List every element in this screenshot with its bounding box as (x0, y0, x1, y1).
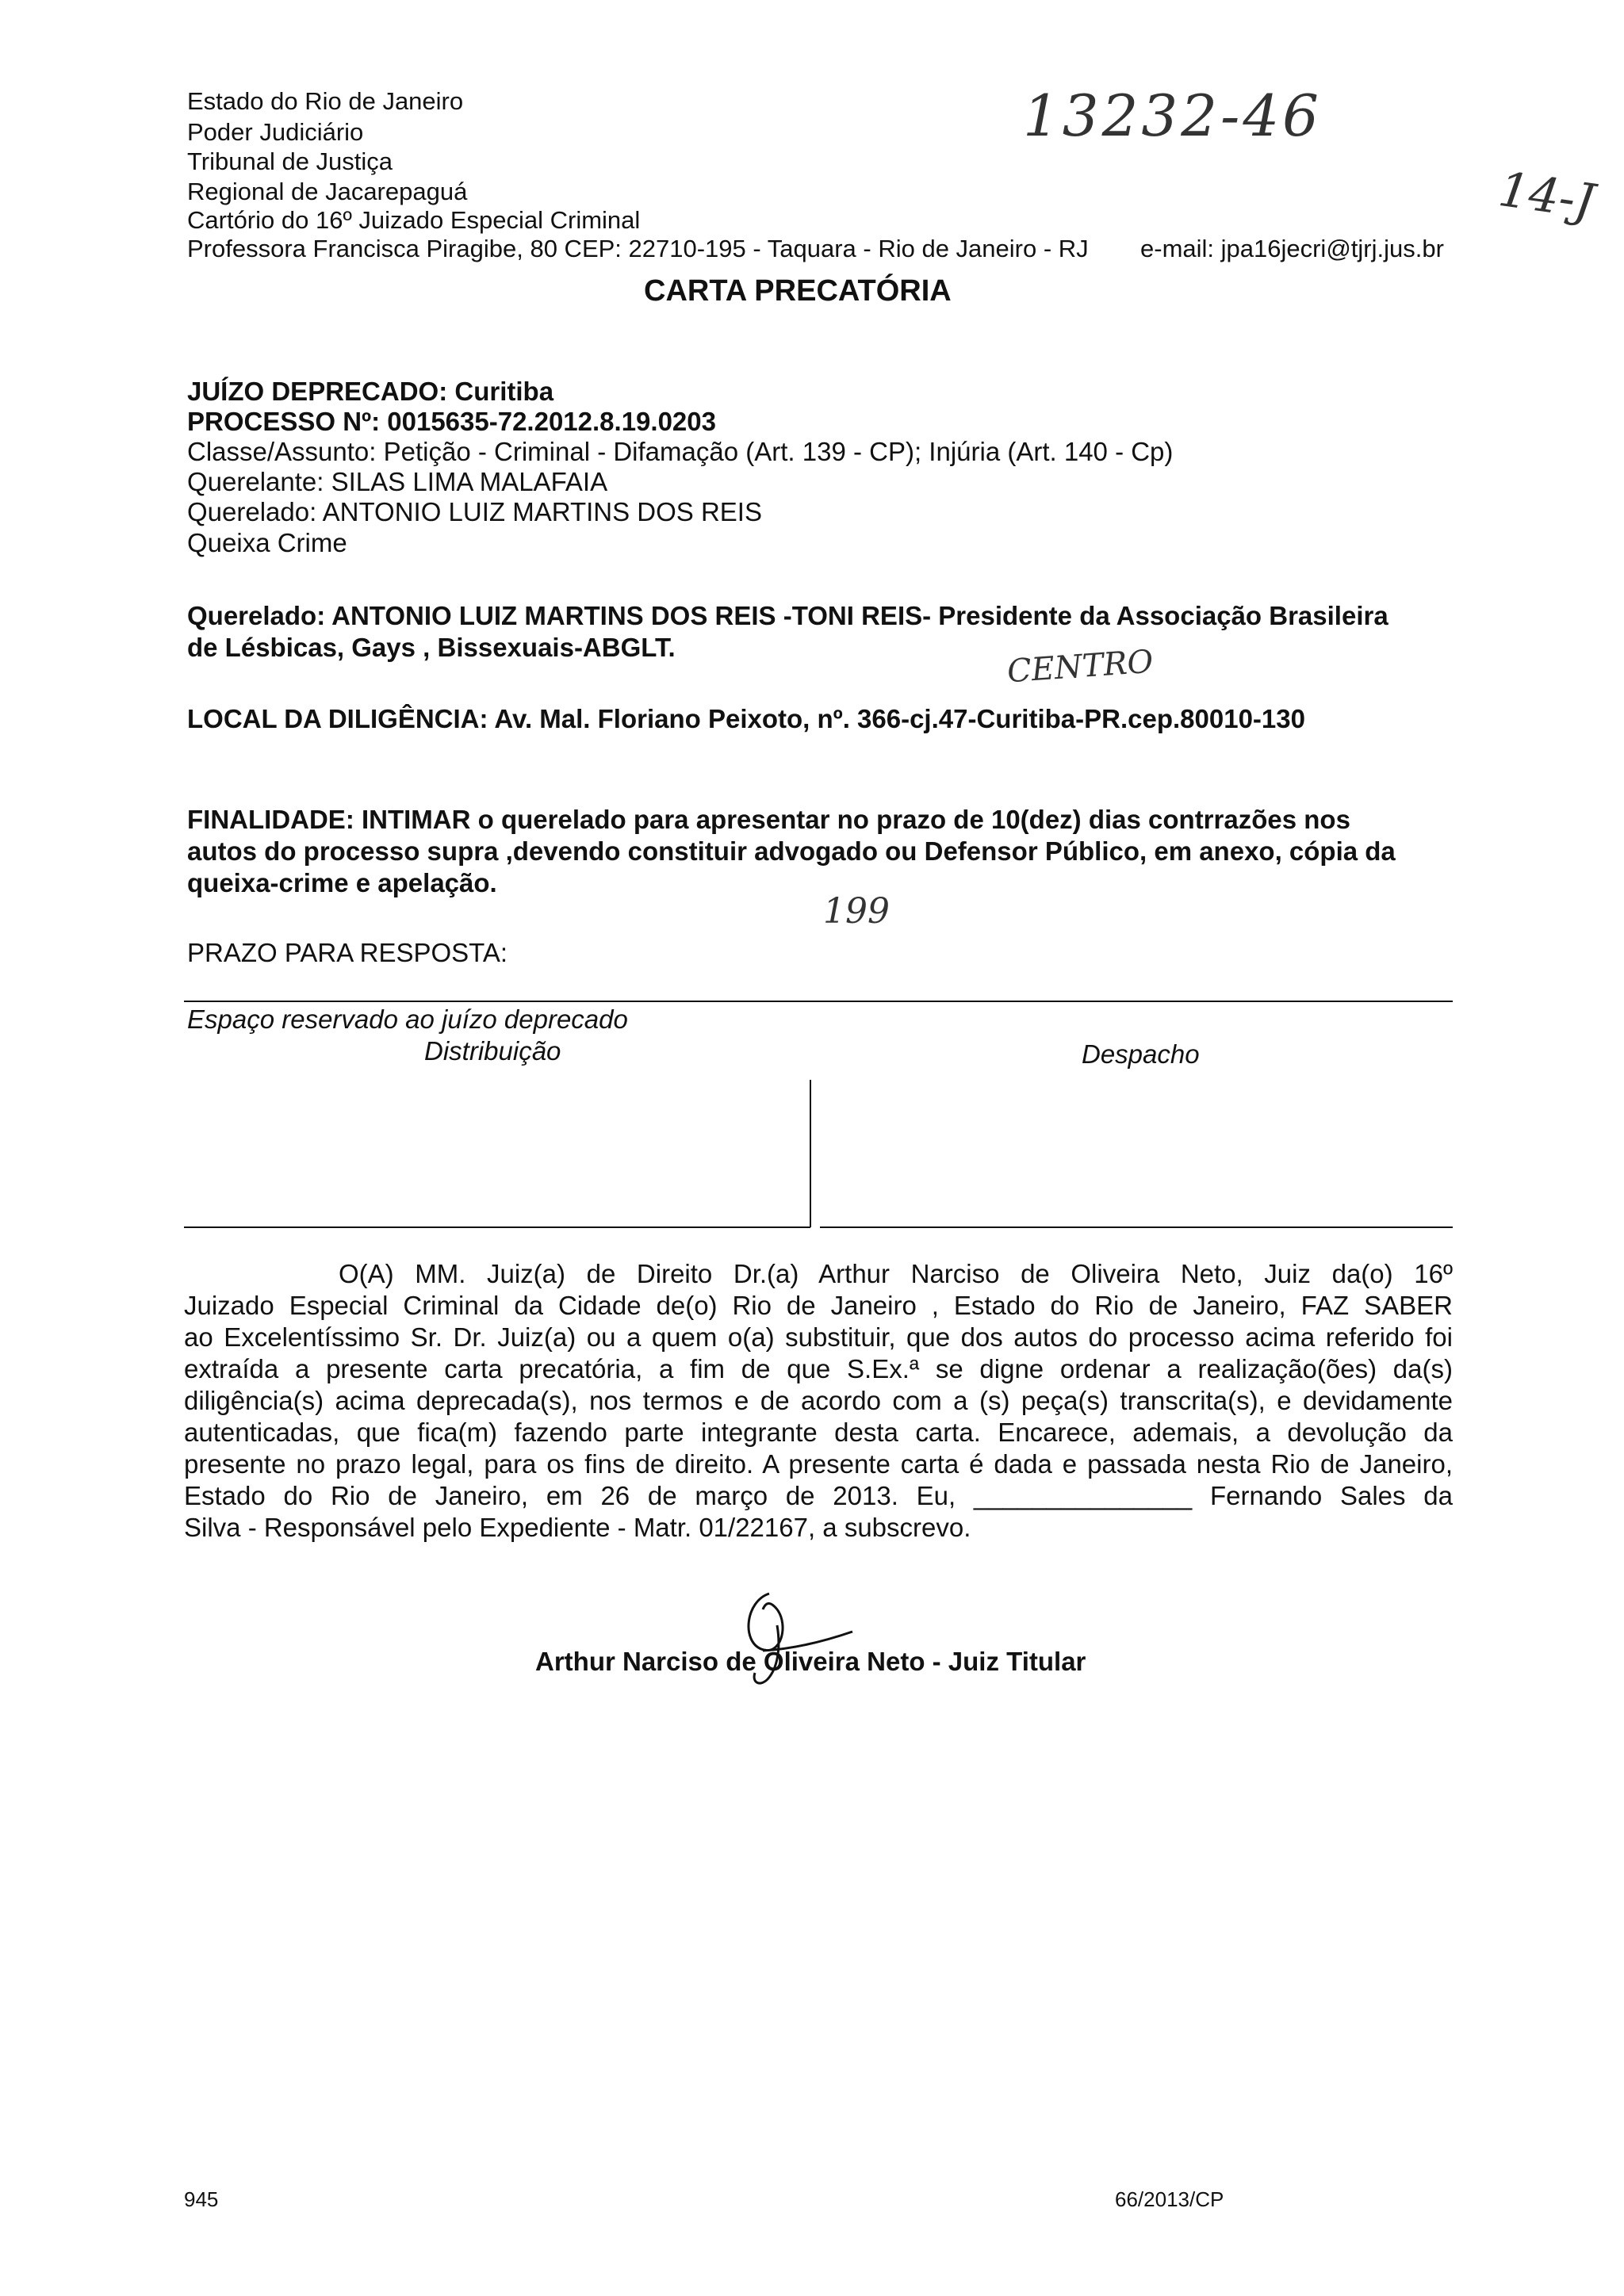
finalidade-line3: queixa-crime e apelação. (187, 868, 497, 897)
local-diligencia: LOCAL DA DILIGÊNCIA: Av. Mal. Floriano Peixoto, nº. 366-cj.47-Curitiba-PR.cep.80010-130 (187, 704, 1305, 733)
body-line-4: extraída a presente carta precatória, a fim de que S.Ex.ª se digne ordenar a realização(ões) da(s) (184, 1354, 1453, 1383)
distribuicao-label: Distribuição (424, 1036, 561, 1066)
finalidade-line2: autos do processo supra ,devendo constituir advogado ou Defensor Público, em anexo, cópia da (187, 836, 1396, 866)
querelado-detail-line2: de Lésbicas, Gays , Bissexuais-ABGLT. (187, 633, 676, 662)
body-line-8: Estado do Rio de Janeiro, em 26 de março de 2013. Eu, _______________ Fernando Sales da (184, 1481, 1453, 1510)
header-email: e-mail: jpa16jecri@tjrj.jus.br (1140, 235, 1444, 262)
classe-assunto: Classe/Assunto: Petição - Criminal - Difamação (Art. 139 - CP); Injúria (Art. 140 - Cp) (187, 437, 1174, 466)
querelante: Querelante: SILAS LIMA MALAFAIA (187, 467, 608, 496)
signature-line: Arthur Narciso de Oliveira Neto - Juiz Titular (535, 1647, 1086, 1676)
processo-label: PROCESSO Nº: (187, 407, 381, 436)
footer-left: 945 (184, 2187, 219, 2211)
despacho-bottom-rule (820, 1226, 1453, 1228)
finalidade-line1: FINALIDADE: INTIMAR o querelado para apresentar no prazo de 10(dez) dias contrrazões nos (187, 805, 1350, 834)
body-line-6: autenticadas, que fica(m) fazendo parte integrante desta carta. Encarece, ademais, a devolução da (184, 1418, 1453, 1447)
body-line-1: O(A) MM. Juiz(a) de Direito Dr.(a) Arthur Narciso de Oliveira Neto, Juiz da(o) 16º (339, 1259, 1453, 1288)
header-state: Estado do Rio de Janeiro (187, 87, 464, 115)
body-line-3: ao Excelentíssimo Sr. Dr. Juiz(a) ou a quem o(a) substituir, que dos autos do processo acima referido foi (184, 1322, 1453, 1352)
juizo-value: Curitiba (454, 377, 554, 406)
body-line-2: Juizado Especial Criminal da Cidade de(o) Rio de Janeiro , Estado do Rio de Janeiro, FAZ SABER (184, 1291, 1453, 1320)
header-region: Regional de Jacarepaguá (187, 178, 468, 205)
processo-value: 0015635-72.2012.8.19.0203 (387, 407, 716, 436)
document-title: CARTA PRECATÓRIA (644, 274, 952, 308)
juizo-deprecado (187, 376, 553, 408)
body-line-7: presente no prazo legal, para os fins de direito. A presente carta é dada e passada nesta Rio de Janeiro, (184, 1449, 1453, 1479)
body-line-9: Silva - Responsável pelo Expediente - Matr. 01/22167, a subscrevo. (184, 1513, 971, 1542)
despacho-label: Despacho (1082, 1039, 1200, 1069)
juizo-label: JUÍZO DEPRECADO: (187, 377, 448, 406)
body-line-5: diligência(s) acima deprecada(s), nos termos e de acordo com a (s) peça(s) transcrita(s), e devidamente (184, 1386, 1453, 1415)
header-address: Professora Francisca Piragibe, 80 CEP: 22710-195 - Taquara - Rio de Janeiro - RJ (187, 235, 1089, 262)
querelado-detail-line1: Querelado: ANTONIO LUIZ MARTINS DOS REIS -TONI REIS- Presidente da Associação Brasileira (187, 601, 1388, 630)
handwritten-centro: CENTRO (1005, 643, 1155, 691)
handwritten-top-number: 13232-46 (1023, 82, 1322, 149)
header-branch: Poder Judiciário (187, 118, 364, 146)
processo-number (187, 406, 716, 438)
handwritten-mid-number: 199 (823, 891, 890, 932)
reserved-divider (810, 1080, 811, 1227)
reserved-top-rule (184, 1001, 1453, 1002)
reserved-title: Espaço reservado ao juízo deprecado (187, 1004, 628, 1034)
header-court: Tribunal de Justiça (187, 147, 393, 175)
footer-right: 66/2013/CP (1115, 2187, 1224, 2211)
prazo-resposta-label: PRAZO PARA RESPOSTA: (187, 938, 508, 967)
distribuicao-bottom-rule (184, 1226, 810, 1228)
queixa-crime: Queixa Crime (187, 528, 347, 557)
header-office: Cartório do 16º Juizado Especial Criminal (187, 206, 641, 234)
handwritten-page-mark: 14-J (1495, 161, 1598, 231)
querelado: Querelado: ANTONIO LUIZ MARTINS DOS REIS (187, 497, 762, 526)
